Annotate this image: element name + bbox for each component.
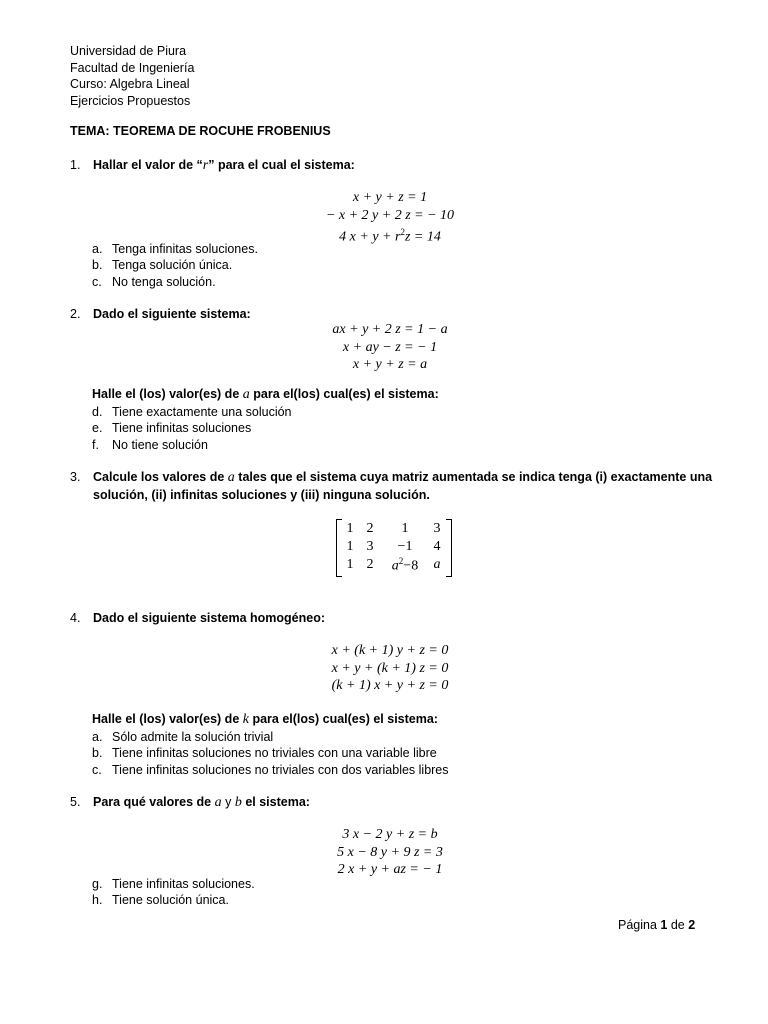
option-c	[92, 762, 449, 778]
equation: x + y + z = a	[352, 357, 428, 372]
document-header	[70, 43, 194, 109]
matrix-row	[343, 556, 447, 575]
text-part: Halle el (los) valor(es) de	[92, 387, 240, 401]
equation: (k + 1) x + y + z = 0	[331, 678, 449, 693]
option-letter: c.	[92, 274, 102, 289]
matrix-cell: 1	[401, 521, 409, 536]
question-number: 3.	[70, 470, 81, 484]
augmented-matrix	[336, 519, 452, 577]
option-text: Tiene exactamente una solución	[112, 405, 292, 419]
matrix-cell: 4	[433, 539, 441, 554]
option-c	[92, 274, 258, 290]
option-text: Tiene infinitas soluciones no triviales con una variable libre	[112, 746, 437, 761]
option-letter: c.	[92, 762, 102, 777]
option-letter: a.	[92, 730, 103, 744]
exponent: 2	[400, 227, 405, 237]
text-part: para el(los) cual(es) el sistema:	[252, 712, 438, 726]
equation: x + y + (k + 1) z = 0	[331, 660, 449, 676]
course-name: Curso: Algebra Lineal	[70, 77, 190, 91]
matrix-cell: 3	[433, 521, 441, 536]
left-bracket	[336, 519, 342, 577]
option-text: Tiene infinitas soluciones.	[112, 877, 255, 891]
question-text	[93, 157, 698, 175]
question-5	[70, 794, 698, 812]
current-page: 1	[660, 918, 668, 932]
text-part: Calcule los valores de	[93, 470, 225, 484]
text-part: solución, (ii) infinitas soluciones y (iii) ninguna solución.	[93, 487, 430, 502]
matrix-row	[343, 520, 447, 538]
matrix-cell: 1	[346, 557, 354, 573]
matrix-cell: 2	[366, 521, 374, 536]
option-a	[92, 241, 258, 257]
instruction-4	[92, 712, 438, 728]
matrix-cell	[383, 556, 427, 575]
matrix-table	[343, 520, 447, 575]
equation: 5 x − 8 y + 9 z = 3	[337, 844, 443, 860]
equation: 2 x + y + az = − 1	[337, 862, 443, 877]
equation: − x + 2 y + 2 z = − 10	[325, 207, 455, 223]
matrix-cell: 2	[366, 557, 374, 573]
option-letter: b.	[92, 746, 103, 761]
option-letter: f.	[92, 437, 99, 452]
faculty-name: Facultad de Ingeniería	[70, 60, 195, 75]
option-d	[92, 404, 292, 420]
university-name: Universidad de Piura	[70, 44, 187, 58]
equation-part: z = 14	[404, 229, 441, 245]
page-label: Página	[618, 918, 657, 932]
option-text: Tiene solución única.	[112, 893, 229, 908]
text-part: para el(los) cual(es) el sistema:	[253, 387, 439, 401]
option-text: Sólo admite la solución trivial	[112, 730, 274, 744]
text-part: y	[225, 795, 232, 809]
option-letter: g.	[92, 877, 103, 891]
option-a	[92, 729, 449, 745]
page-number	[618, 918, 695, 932]
option-text: No tiene solución	[112, 437, 208, 452]
text-part: Para qué valores de	[93, 795, 212, 809]
option-letter: b.	[92, 258, 103, 273]
question-text	[93, 469, 713, 503]
equation: x + y + z = 1	[352, 190, 428, 205]
equation-part: 4 x + y + r	[339, 229, 401, 245]
document-type: Ejercicios Propuestos	[70, 93, 191, 108]
option-text: Tenga infinitas soluciones.	[112, 242, 258, 256]
equation-system-4	[250, 642, 530, 695]
text-part: el sistema:	[245, 795, 310, 809]
text-part: ” para el cual el sistema:	[208, 158, 355, 172]
matrix-cell: 1	[346, 521, 354, 536]
math-variable: k	[242, 712, 249, 727]
question-text	[93, 794, 698, 812]
option-e	[92, 420, 292, 436]
total-pages: 2	[688, 918, 696, 932]
equation: ax + y + 2 z = 1 − a	[332, 322, 448, 337]
equation: x + (k + 1) y + z = 0	[331, 643, 449, 658]
option-text: Tenga solución única.	[112, 258, 233, 273]
instruction-2	[92, 387, 439, 403]
option-g	[92, 876, 255, 892]
question-number: 1.	[70, 158, 81, 172]
option-text: Tiene infinitas soluciones	[112, 421, 252, 436]
matrix-cell: 3	[366, 539, 374, 554]
math-variable: a	[214, 795, 222, 810]
option-letter: a.	[92, 242, 103, 256]
topic-title: TEMA: TEOREMA DE ROCUHE FROBENIUS	[70, 124, 331, 138]
exponent: 2	[398, 556, 404, 566]
matrix-cell: −1	[397, 539, 413, 554]
option-h	[92, 892, 255, 908]
matrix-cell: a	[433, 557, 441, 573]
options-2	[92, 404, 292, 453]
equation: x + ay − z = − 1	[342, 339, 438, 355]
page-label: de	[670, 918, 685, 932]
math-variable: a	[242, 387, 250, 402]
text-part: Hallar el valor de “	[93, 158, 203, 172]
question-text: Dado el siguiente sistema:	[93, 307, 251, 321]
text-part: tales que el sistema cuya matriz aumentada se indica tenga (i) exactamente una	[238, 470, 713, 484]
option-b	[92, 745, 449, 761]
option-letter: h.	[92, 893, 103, 908]
matrix-row	[343, 538, 447, 556]
option-letter: d.	[92, 405, 103, 419]
cell-part: −8	[403, 558, 419, 574]
matrix-cell: 1	[346, 539, 354, 554]
question-number: 5.	[70, 795, 81, 809]
equation-system-1	[250, 189, 530, 246]
option-letter: e.	[92, 421, 103, 436]
equation	[250, 224, 530, 246]
question-3	[70, 469, 713, 503]
option-b	[92, 257, 258, 273]
equation-system-5	[250, 826, 530, 879]
question-text: Dado el siguiente sistema homogéneo:	[93, 611, 325, 625]
option-f	[92, 437, 292, 453]
options-4	[92, 729, 449, 778]
options-1	[92, 241, 258, 290]
option-text: Tiene infinitas soluciones no triviales con dos variables libres	[112, 762, 449, 777]
math-variable: b	[234, 795, 242, 810]
equation: 3 x − 2 y + z = b	[342, 827, 438, 842]
question-4	[70, 610, 698, 627]
option-text: No tenga solución.	[112, 274, 216, 289]
options-5	[92, 876, 255, 909]
question-1	[70, 157, 698, 175]
question-number: 2.	[70, 307, 81, 321]
math-variable: a	[227, 470, 235, 485]
question-number: 4.	[70, 611, 81, 625]
math-variable: r	[202, 158, 209, 173]
equation-system-2	[250, 321, 530, 374]
cell-part: a	[391, 558, 399, 574]
text-part: Halle el (los) valor(es) de	[92, 712, 240, 726]
